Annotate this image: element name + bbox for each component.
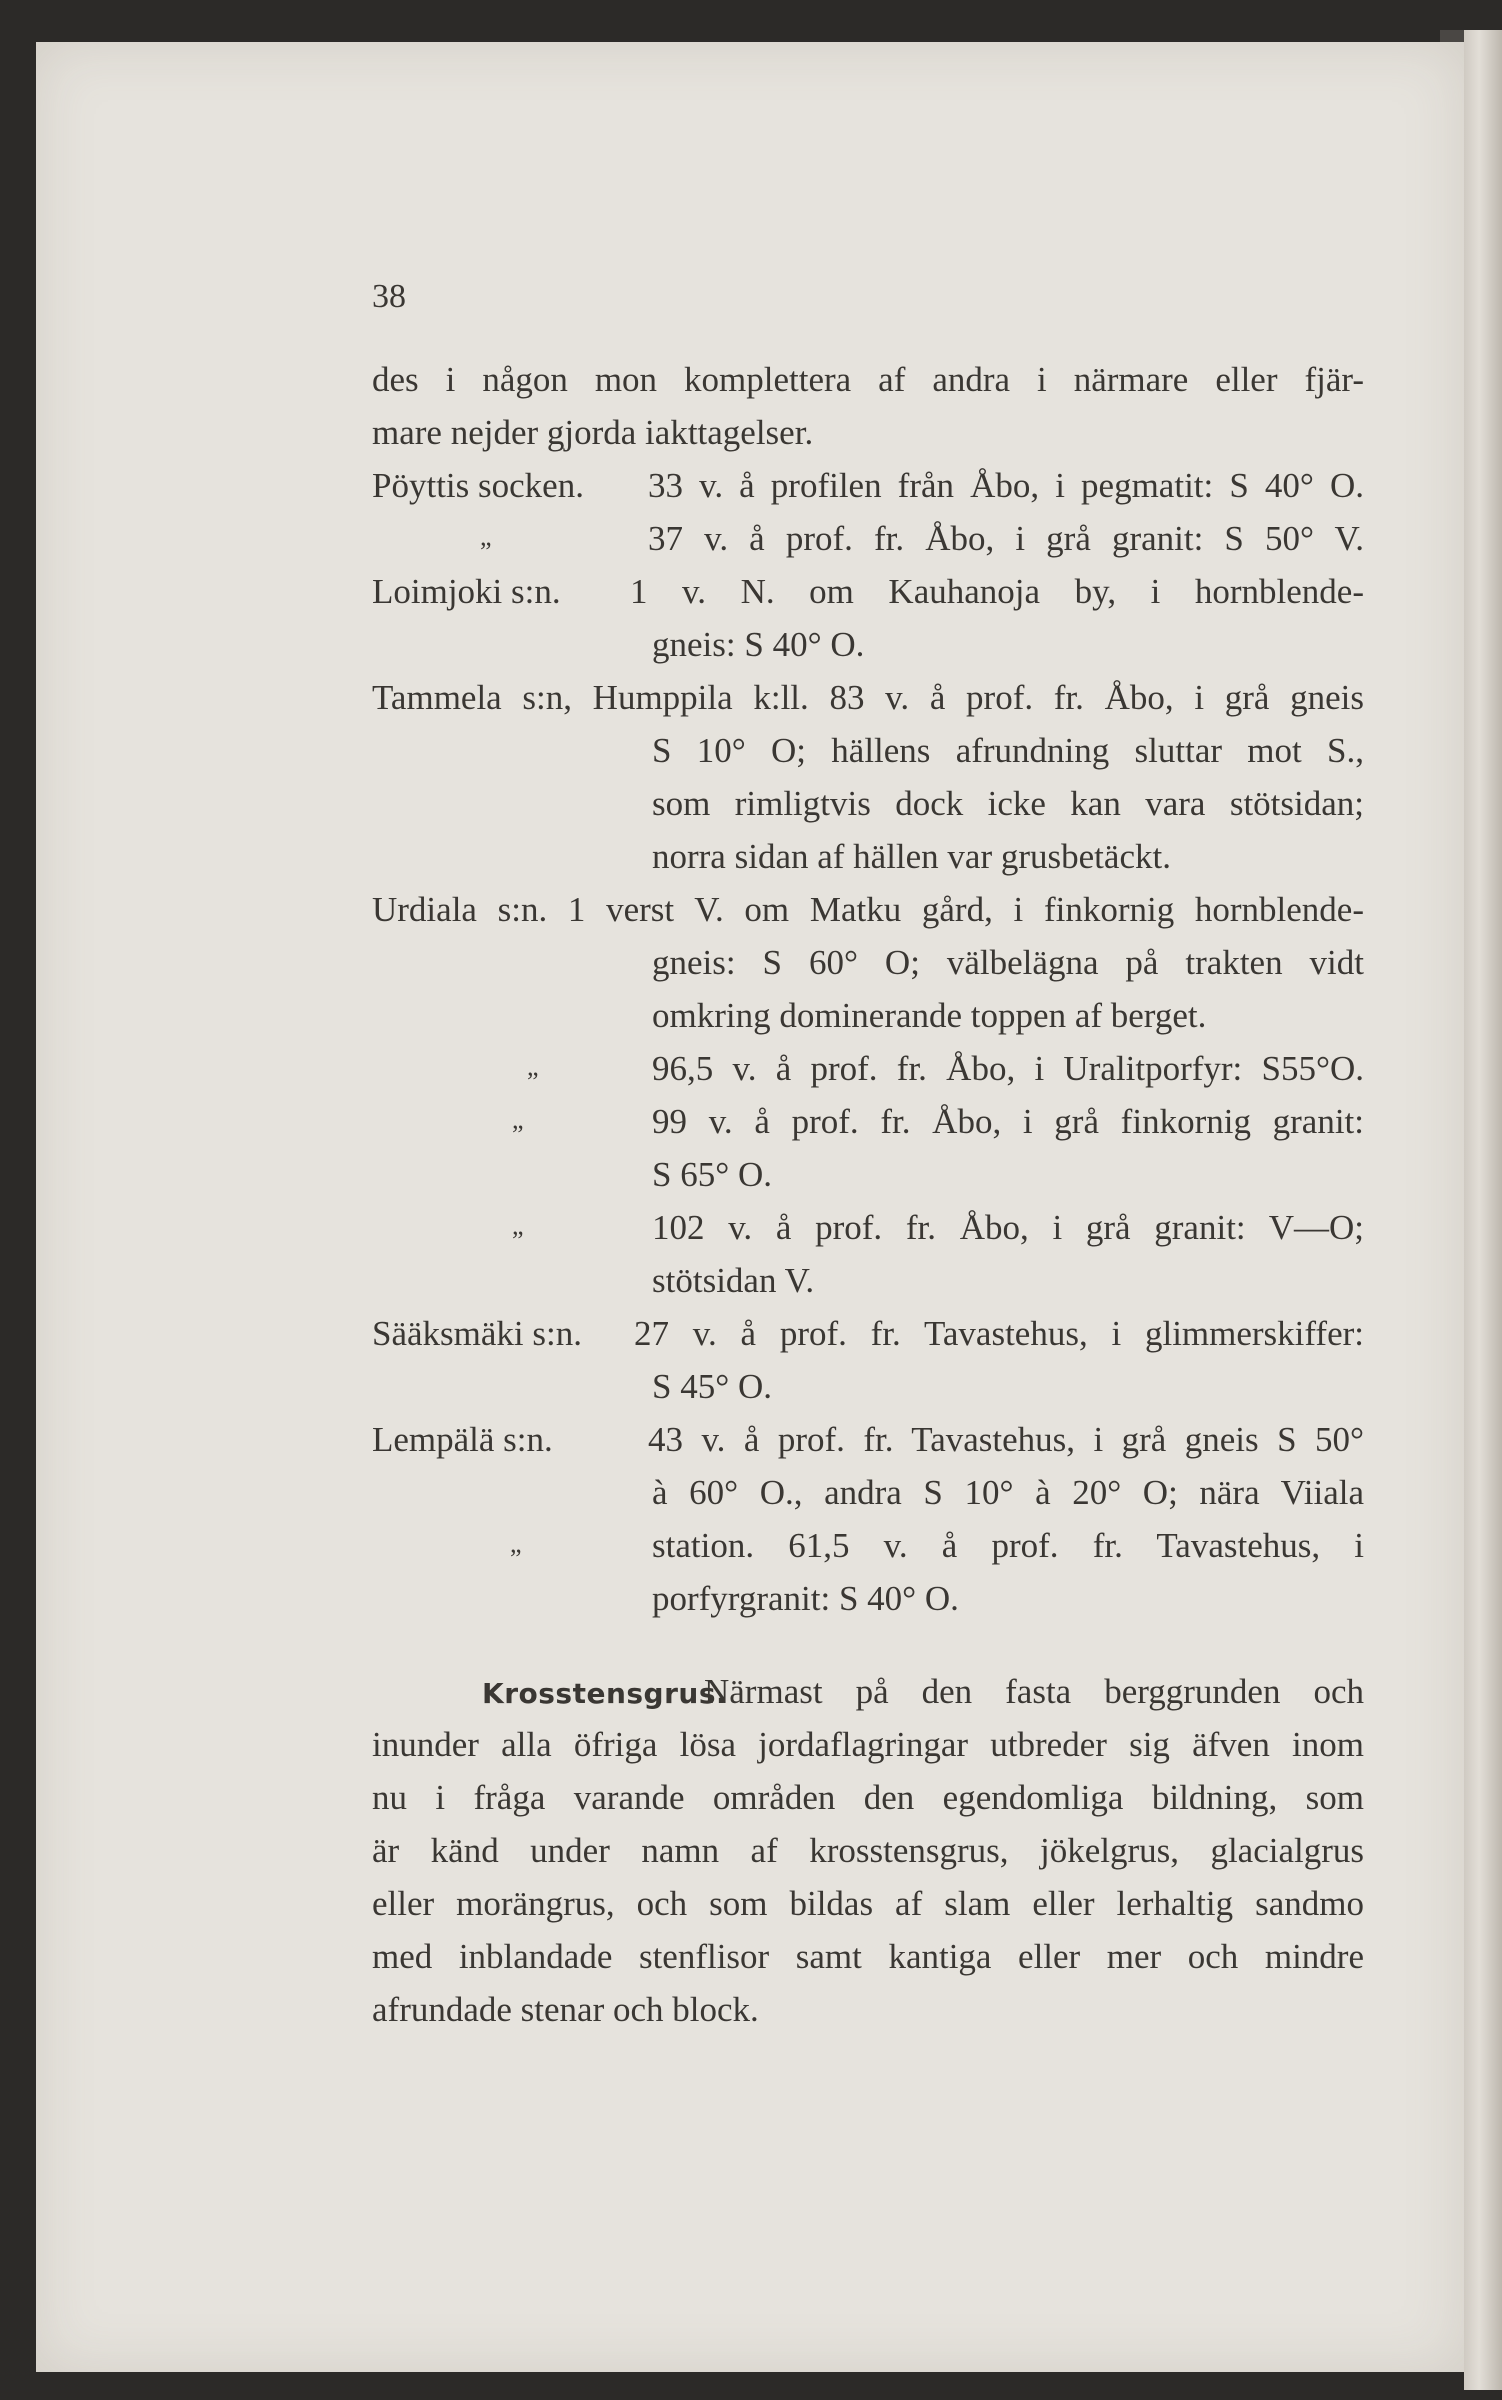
text-line: som rimligtvis dock icke kan vara stötsidan; [652,784,1364,823]
text-line: S 10° O; hällens afrundning sluttar mot S., [652,731,1364,770]
text-line: Urdiala s:n. 1 verst V. om Matku gård, i finkornig hornblende- [372,890,1364,929]
text-line: 102 v. å prof. fr. Åbo, i grå granit: V—O; [652,1208,1364,1247]
text-line: 43 v. å prof. fr. Tavastehus, i grå gneis S 50° [648,1420,1364,1459]
ditto-mark: „ [480,522,492,551]
text-line: S 65° O. [652,1155,772,1194]
text-line: stötsidan V. [652,1261,815,1300]
text-line: norra sidan af hällen var grusbetäckt. [652,837,1171,876]
text-line: station. 61,5 v. å prof. fr. Tavastehus, i [652,1526,1364,1565]
locality-label: Lempälä s:n. [372,1420,553,1459]
text-line: 1 v. N. om Kauhanoja by, i hornblende- [630,572,1364,611]
ditto-mark: „ [527,1052,539,1081]
text-line: gneis: S 40° O. [652,625,865,664]
ditto-mark: „ [512,1211,524,1240]
text-line: 96,5 v. å prof. fr. Åbo, i Uralitporfyr: S55°O. [652,1049,1364,1088]
text-line: Tammela s:n, Humppila k:ll. 83 v. å prof. fr. Åbo, i grå gneis [372,678,1364,717]
page-edge [1464,30,1502,2390]
text-line: 27 v. å prof. fr. Tavastehus, i glimmerskiffer: [634,1314,1364,1353]
text-line: porfyrgranit: S 40° O. [652,1579,959,1618]
text-line: des i någon mon komplettera af andra i närmare eller fjär- [372,360,1364,399]
text-line: 99 v. å prof. fr. Åbo, i grå finkornig granit: [652,1102,1364,1141]
text-line: à 60° O., andra S 10° à 20° O; nära Viiala [652,1473,1364,1512]
text-line: med inblandade stenflisor samt kantiga eller mer och mindre [372,1937,1364,1976]
text-line: inunder alla öfriga lösa jordaflagringar utbreder sig äfven inom [372,1725,1364,1764]
text-line: 37 v. å prof. fr. Åbo, i grå granit: S 50° V. [648,519,1364,558]
text-line: afrundade stenar och block. [372,1990,759,2029]
text-line: nu i fråga varande områden den egendomliga bildning, som [372,1778,1364,1817]
section-heading: Krosstensgrus. [482,1677,728,1710]
text-line: är känd under namn af krosstensgrus, jökelgrus, glacialgrus [372,1831,1364,1870]
page-number: 38 [372,278,406,315]
text-line: mare nejder gjorda iakttagelser. [372,413,814,452]
text-line: eller morängrus, och som bildas af slam eller lerhaltig sandmo [372,1884,1364,1923]
ditto-mark: „ [510,1529,522,1558]
locality-label: Loimjoki s:n. [372,572,561,611]
paragraph-first-line [482,1672,1364,1712]
locality-label: Pöyttis socken. [372,466,584,505]
text-line: S 45° O. [652,1367,772,1406]
ditto-mark: „ [512,1105,524,1134]
text-line: gneis: S 60° O; välbelägna på trakten vidt [652,943,1364,982]
locality-label: Sääksmäki s:n. [372,1314,582,1353]
text-line: Närmast på den fasta berggrunden och [704,1672,1364,1711]
text-line: 33 v. å profilen från Åbo, i pegmatit: S 40° O. [648,466,1364,505]
text-line: omkring dominerande toppen af berget. [652,996,1207,1035]
